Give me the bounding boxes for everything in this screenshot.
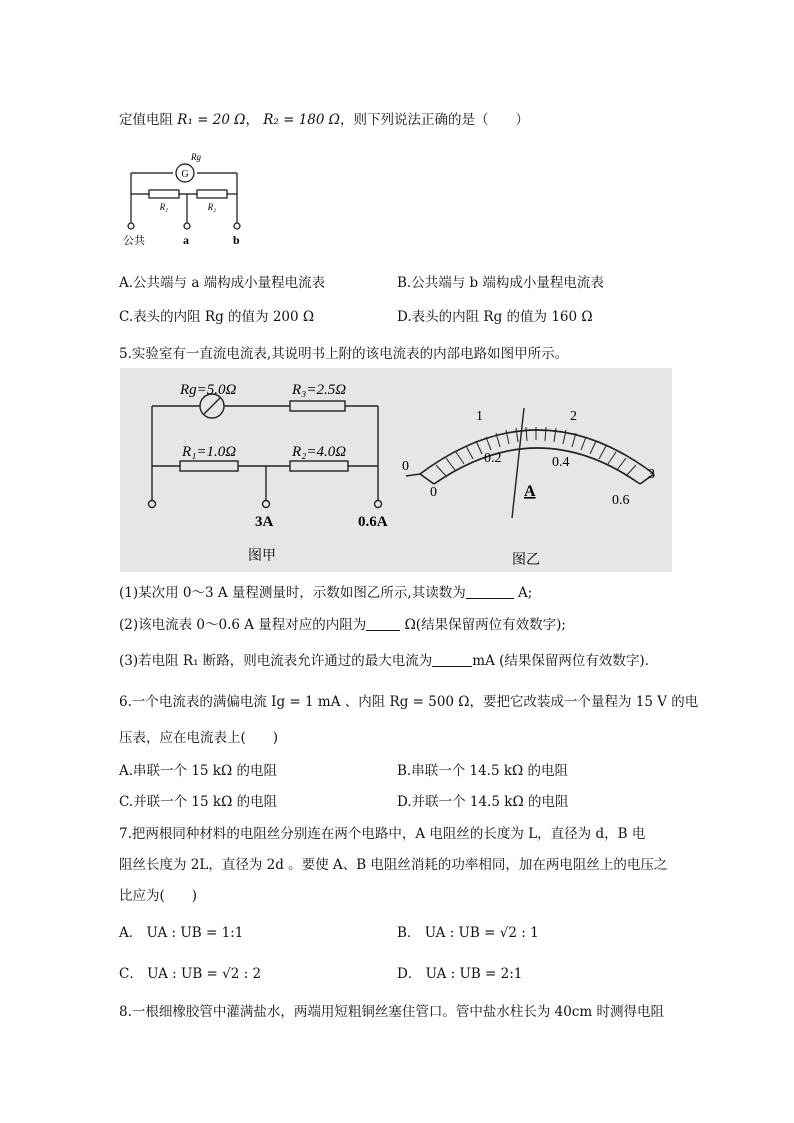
q7-stem-line2: 阻丝长度为 2L，直径为 2d 。要使 A、B 电阻丝消耗的功率相同，加在两电阻丝上的电压之 <box>119 857 668 873</box>
q8-stem-line1: 8.一根细橡胶管中灌满盐水，两端用短粗铜丝塞住管口。管中盐水柱长为 40cm 时测得电阻 <box>119 1004 665 1020</box>
r1-resistor-icon <box>180 461 238 471</box>
q5-sub1 <box>119 581 532 601</box>
r2-resistor-icon <box>290 461 348 471</box>
figure-caption-left: 图甲 <box>248 549 276 564</box>
dial-bottom-06: 0.6 <box>612 493 630 508</box>
q5-sub2-post: Ω(结果保留两位有效数字); <box>400 617 566 633</box>
q4-stem-post: ，则下列说法正确的是（ ） <box>339 112 529 128</box>
r3-resistor-icon <box>290 401 345 411</box>
q7-option-d[interactable]: D． UA : UB = 2:1 <box>397 966 523 982</box>
terminal-common-label: 公共 <box>123 235 145 247</box>
q7-option-c[interactable]: C． UA : UB = √2 : 2 <box>119 966 262 982</box>
terminal-b-label: b <box>233 233 240 247</box>
q7-option-b[interactable]: B． UA : UB = √2 : 1 <box>397 925 539 941</box>
q5-sub1-answer-blank[interactable] <box>466 584 514 599</box>
dial-bottom-0: 0 <box>430 485 437 500</box>
q5-sub2-pre: (2)该电流表 0～0.6 A 量程对应的内阻为 <box>119 617 367 633</box>
r1-resistor-icon <box>149 190 179 198</box>
terminal-a-label: a <box>183 233 189 247</box>
g-label: G <box>181 169 189 180</box>
dial-bottom-04: 0.4 <box>552 455 570 470</box>
r1-label: R₁ <box>159 202 169 212</box>
q6-stem-line2: 压表，应在电流表上( ) <box>119 730 279 746</box>
r2-label: R₂ <box>207 202 217 212</box>
q5-sub3-post: mA (结果保留两位有效数字). <box>472 653 649 669</box>
r2-resistor-icon <box>197 190 227 198</box>
q4-option-a[interactable]: A.公共端与 a 端构成小量程电流表 <box>119 275 326 291</box>
q6-option-c[interactable]: C.并联一个 15 kΩ 的电阻 <box>119 794 278 810</box>
dial-unit-label: A <box>524 483 536 500</box>
q6-option-d[interactable]: D.并联一个 14.5 kΩ 的电阻 <box>397 794 569 810</box>
dial-top-2: 2 <box>570 409 577 424</box>
q6-option-b[interactable]: B.串联一个 14.5 kΩ 的电阻 <box>397 763 569 779</box>
q4-r2-value: R₂ = 180 Ω <box>263 112 340 128</box>
r2-value-label: R₂=4.0Ω <box>292 444 347 460</box>
q5-stem: 5.实验室有一直流电流表,其说明书上附的该电流表的内部电路如图甲所示。 <box>119 346 569 362</box>
figure-caption-right: 图乙 <box>512 553 540 568</box>
rg-value-label: Rg=5.0Ω <box>180 382 237 398</box>
q4-option-b[interactable]: B.公共端与 b 端构成小量程电流表 <box>397 275 604 291</box>
q4-circuit-diagram <box>119 138 259 250</box>
q7-stem-line1: 7.把两根同种材料的电阻丝分别连在两个电路中，A 电阻丝的长度为 L，直径为 d，B 电 <box>119 826 646 842</box>
q5-figure-photo <box>120 368 672 572</box>
q4-option-d[interactable]: D.表头的内阻 Rg 的值为 160 Ω <box>397 309 593 325</box>
dial-pointer-icon <box>512 408 524 518</box>
q4-option-c[interactable]: C.表头的内阻 Rg 的值为 200 Ω <box>119 309 315 325</box>
r3-value-label: R₃=2.5Ω <box>292 382 347 398</box>
q4-r1-value: R₁ = 20 Ω <box>177 112 246 128</box>
terminal-06a-label: 0.6A <box>358 514 388 530</box>
dial-bottom-02: 0.2 <box>484 451 502 466</box>
q5-sub3-answer-blank[interactable] <box>432 652 472 667</box>
q5-sub2-answer-blank[interactable] <box>366 616 400 631</box>
dial-top-0: 0 <box>402 459 409 474</box>
r1-value-label: R₁=1.0Ω <box>182 444 237 460</box>
q7-stem-line3: 比应为( ) <box>119 888 198 904</box>
terminal-3a-label: 3A <box>255 514 274 530</box>
dial-top-3: 3 <box>648 467 655 482</box>
q6-stem-line1: 6.一个电流表的满偏电流 Ig = 1 mA 、内阻 Rg = 500 Ω，要把它改装成一个量程为 15 V 的电 <box>119 694 699 710</box>
q4-stem-pre: 定值电阻 <box>119 112 173 128</box>
q6-option-a[interactable]: A.串联一个 15 kΩ 的电阻 <box>119 763 277 779</box>
q7-option-a[interactable]: A． UA : UB = 1:1 <box>119 925 244 941</box>
q5-sub2 <box>119 613 566 633</box>
dial-top-1: 1 <box>476 409 483 424</box>
q4-stem: 定值电阻 R₁ = 20 Ω， R₂ = 180 Ω，则下列说法正确的是（ ） <box>119 112 529 128</box>
q5-sub1-post: A; <box>513 585 533 601</box>
q5-sub1-pre: (1)某次用 0～3 A 量程测量时，示数如图乙所示,其读数为 <box>119 585 466 601</box>
q5-sub3-pre: (3)若电阻 R₁ 断路，则电流表允许通过的最大电流为 <box>119 653 433 669</box>
q5-sub3 <box>119 649 649 669</box>
rg-label: Rg <box>191 152 201 162</box>
